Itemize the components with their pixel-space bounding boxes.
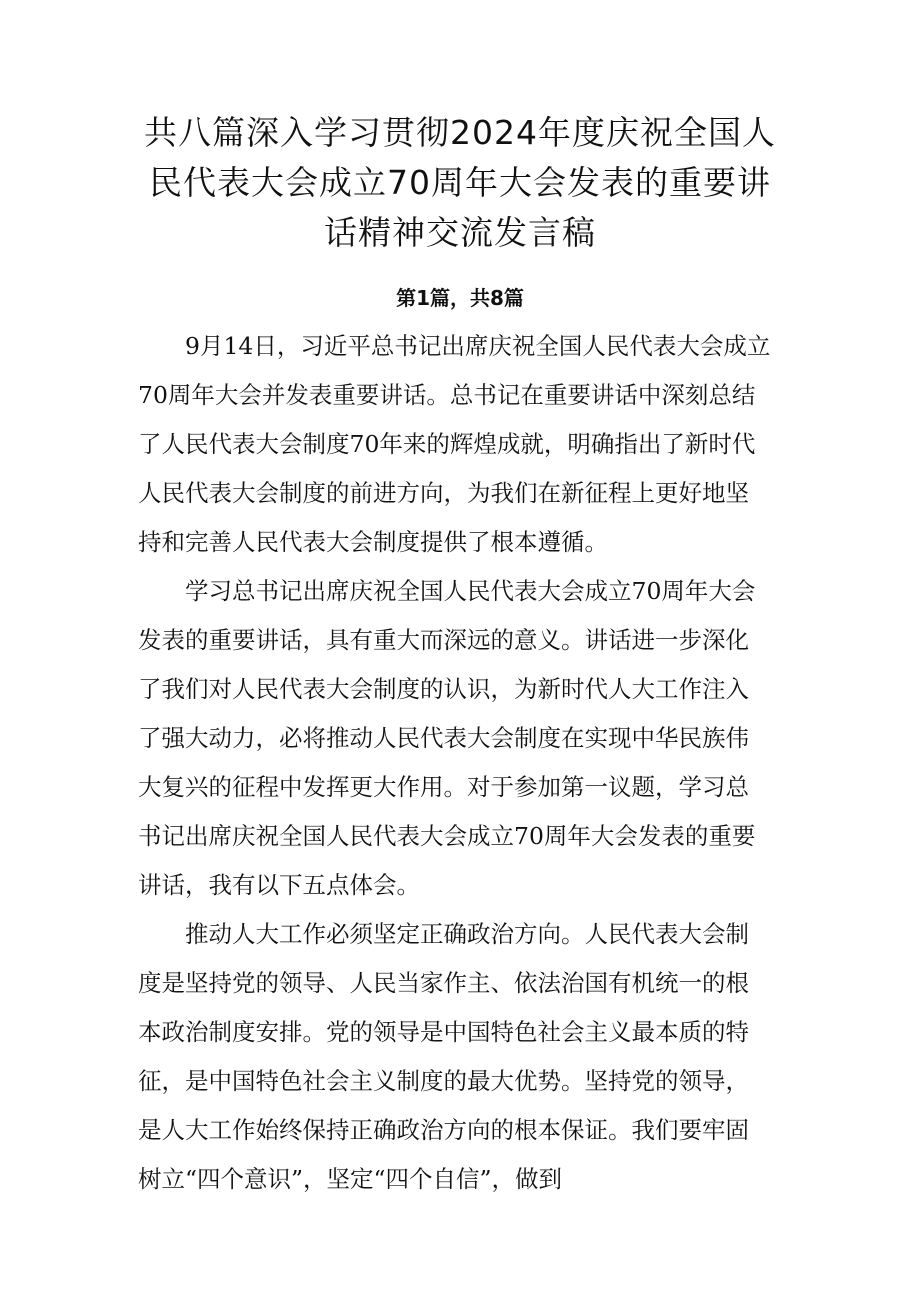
document-body — [138, 322, 798, 1204]
title-line: 民代表大会成立70周年大会发表的重要讲 — [149, 163, 771, 202]
text-line: 发表的重要讲话，具有重大而深远的意义。讲话进一步深化 — [138, 626, 749, 654]
title-line: 话精神交流发言稿 — [324, 213, 596, 252]
text-line: 是人大工作始终保持正确政治方向的根本保证。我们要牢固 — [138, 1116, 749, 1144]
text-line: 树立“四个意识”，坚定“四个自信”，做到 — [138, 1165, 563, 1193]
text-line: 大复兴的征程中发挥更大作用。对于参加第一议题，学习总 — [138, 773, 749, 801]
text-line: 9月14日，习近平总书记出席庆祝全国人民代表大会成立 — [185, 332, 771, 360]
text-line: 了我们对人民代表大会制度的认识，为新时代人大工作注入 — [138, 675, 749, 703]
document-title — [110, 108, 810, 258]
text-line: 征，是中国特色社会主义制度的最大优势。坚持党的领导， — [138, 1067, 749, 1095]
article-counter: 第1篇，共8篇 — [396, 286, 524, 310]
text-line: 了强大动力，必将推动人民代表大会制度在实现中华民族伟 — [138, 724, 749, 752]
paragraph-3 — [138, 910, 798, 1204]
text-line: 书记出席庆祝全国人民代表大会成立70周年大会发表的重要 — [138, 822, 756, 850]
text-line: 持和完善人民代表大会制度提供了根本遵循。 — [138, 528, 608, 556]
paragraph-1 — [138, 322, 798, 567]
text-line: 70周年大会并发表重要讲话。总书记在重要讲话中深刻总结 — [138, 381, 756, 409]
text-line: 推动人大工作必须坚定正确政治方向。人民代表大会制 — [185, 920, 749, 948]
text-line: 讲话，我有以下五点体会。 — [138, 871, 420, 899]
text-line: 本政治制度安排。党的领导是中国特色社会主义最本质的特 — [138, 1018, 749, 1046]
text-line: 人民代表大会制度的前进方向，为我们在新征程上更好地坚 — [138, 479, 749, 507]
text-line: 学习总书记出席庆祝全国人民代表大会成立70周年大会 — [185, 577, 756, 605]
title-line: 共八篇深入学习贯彻2024年度庆祝全国人 — [144, 113, 776, 152]
paragraph-2 — [138, 567, 798, 910]
text-line: 度是坚持党的领导、人民当家作主、依法治国有机统一的根 — [138, 969, 749, 997]
text-line: 了人民代表大会制度70年来的辉煌成就，明确指出了新时代 — [138, 430, 756, 458]
